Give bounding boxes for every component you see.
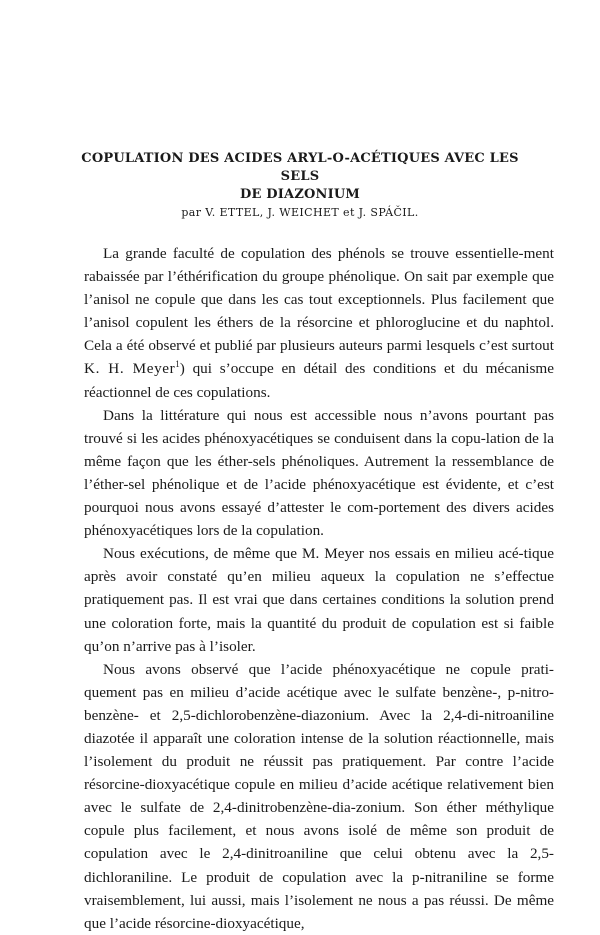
paragraph-2: Dans la littérature qui nous est accessible nous n’avons pourtant pas trouvé si les acides phénoxyacétiques se conduisent dans la copu-lation de la même façon que les éther-sels phénoliques. Autrement la ressemblance de l’éther-sel phénolique et de l’acide phénoxyacétique est évidente, et c’est pourquoi nous avons essayé d’attester le com-portement des divers acides phénoxyacétiques lors de la copulation. [84, 406, 554, 540]
paragraph-1-text-end: ) qui s’occupe en détail des conditions et du mécanisme réactionnel de ces copulations. [84, 360, 554, 401]
article-title-line-1: COPULATION DES ACIDES ARYL-O-ACÉTIQUES AVEC LES SELS [81, 151, 519, 184]
article-title-line-2: DE DIAZONIUM [239, 187, 361, 202]
footnote-marker: 1 [175, 359, 180, 370]
paragraph-1 [84, 242, 554, 404]
article-authors: par V. ETTEL, J. WEICHET et J. SPÁČIL. [181, 206, 419, 219]
article-body [84, 242, 554, 935]
cited-author-name: K. H. Meyer [84, 360, 176, 378]
paragraph-3: Nous exécutions, de même que M. Meyer nos essais en milieu acé-tique après avoir constaté qu’en milieu aqueux la copulation ne s’effectue pratiquement pas. Il est vrai que dans certaines conditions la solution prend une coloration forte, mais la quantité du produit de copulation est si faible qu’on n’arrive pas à l’isoler. [84, 545, 554, 655]
article-title [60, 150, 540, 204]
paragraph-4: Nous avons observé que l’acide phénoxyacétique ne copule prati-quement pas en milieu d’acide acétique avec le sulfate benzène-, p-nitro-benzène- et 2,5-dichlorobenzène-diazonium. Avec la 2,4-di-nitroaniline diazotée il apparaît une coloration intense de la solution réactionnelle, mais l’isolement du produit ne réussit pas pratiquement. Par contre l’acide résorcine-dioxyacétique copule en milieu d’acide acétique relativement bien avec le sulfate de 2,4-dinitrobenzène-dia-zonium. Son éther méthylique copule plus facilement, et nous avons isolé de même son produit de copulation avec le 2,4-dinitroaniline que celui obtenu avec la 2,5-dichloraniline. Le produit de copulation avec la p-nitraniline se forme vraisemblement, lui aussi, mais l’isolement ne nous a pas réussi. De même que l’acide résorcine-dioxyacétique, [84, 660, 554, 932]
paragraph-1-text-start: La grande faculté de copulation des phénols se trouve essentielle-ment rabaissée par l’éthérification du groupe phénolique. On sait par exemple que l’anisol ne copule que dans les cas tout exceptionnels. Plus facilement que l’anisol copulent les éthers de la résorcine et phloroglucine et du naphtol. Cela a été observé et publié par plusieurs auteurs parmi lesquels c’est surtout [84, 245, 554, 355]
